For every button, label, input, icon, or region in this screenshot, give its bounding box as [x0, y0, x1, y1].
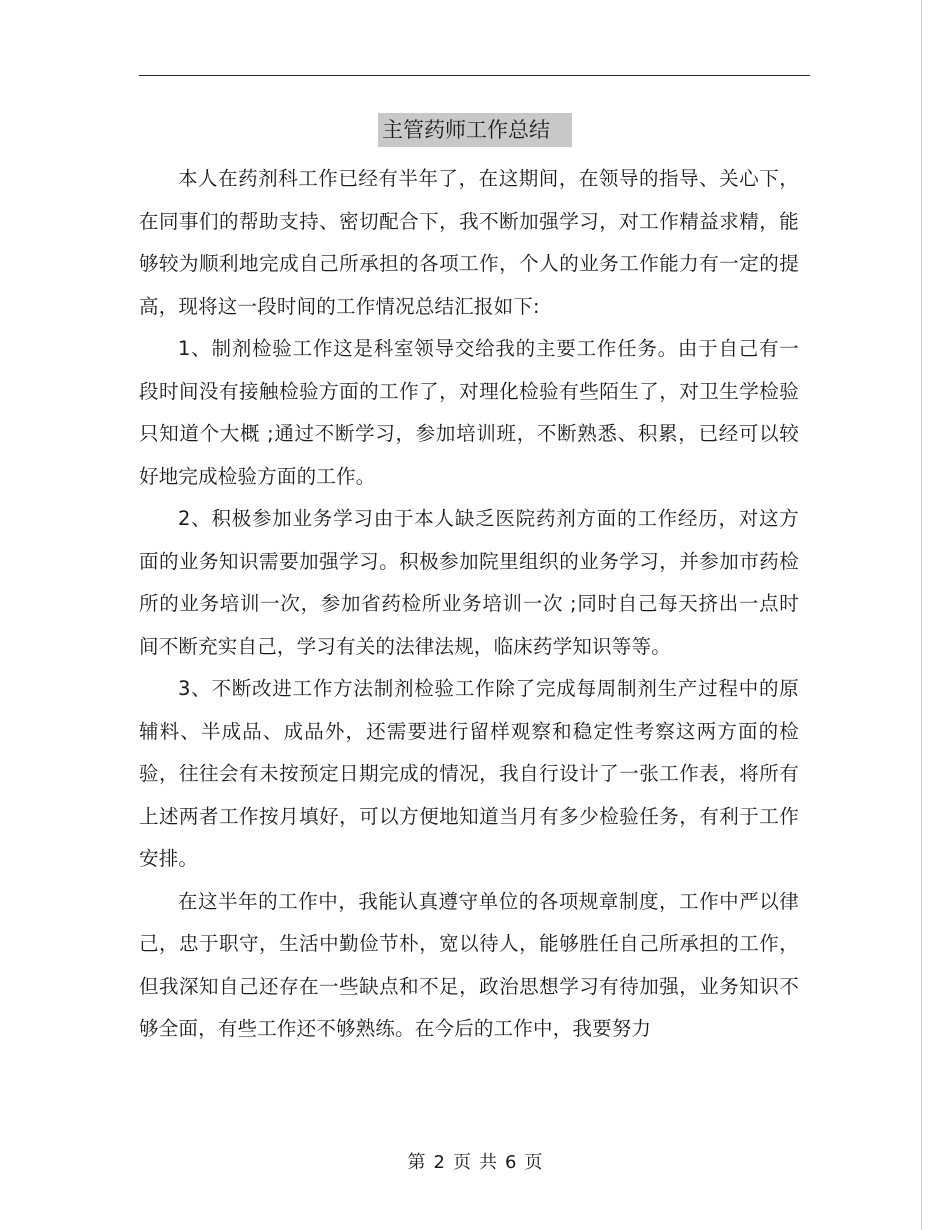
footer-page-word: 页	[453, 1152, 471, 1173]
page-edge-line	[921, 0, 922, 1230]
page-footer	[0, 1150, 950, 1176]
footer-total-suffix: 页	[524, 1152, 543, 1173]
header-rule	[139, 75, 810, 76]
paragraph-summary: 在这半年的工作中，我能认真遵守单位的各项规章制度，工作中严以律己，忠于职守，生活中勤俭节朴，宽以待人，能够胜任自己所承担的工作，但我深知自己还存在一些缺点和不足，政治思想学习有待加强，业务知识不够全面，有些工作还不够熟练。在今后的工作中，我要努力	[139, 889, 799, 1040]
document-title: 主管药师工作总结	[378, 113, 572, 147]
footer-total-pages: 6	[505, 1152, 517, 1173]
paragraph-item-2: 2、积极参加业务学习由于本人缺乏医院药剂方面的工作经历，对这方面的业务知识需要加强学习。积极参加院里组织的业务学习，并参加市药检所的业务培训一次，参加省药检所业务培训一次 ;同时自己每天挤出一点时间不断充实自己，学习有关的法律法规，临床药学知识等等。	[139, 507, 799, 658]
document-body	[139, 158, 799, 1051]
paragraph-item-3: 3、不断改进工作方法制剂检验工作除了完成每周制剂生产过程中的原辅料、半成品、成品外，还需要进行留样观察和稳定性考察这两方面的检验，往往会有未按预定日期完成的情况，我自行设计了一张工作表，将所有上述两者工作按月填好，可以方便地知道当月有多少检验任务，有利于工作安排。	[139, 677, 799, 870]
title-container	[0, 113, 950, 147]
paragraph-item-1: 1、制剂检验工作这是科室领导交给我的主要工作任务。由于自己有一段时间没有接触检验方面的工作了，对理化检验有些陌生了，对卫生学检验只知道个大概 ;通过不断学习，参加培训班，不断熟悉、积累，已经可以较好地完成检验方面的工作。	[139, 337, 799, 488]
paragraph-intro: 本人在药剂科工作已经有半年了，在这期间，在领导的指导、关心下，在同事们的帮助支持、密切配合下，我不断加强学习，对工作精益求精，能够较为顺利地完成自己所承担的各项工作，个人的业务工作能力有一定的提高，现将这一段时间的工作情况总结汇报如下:	[139, 167, 799, 318]
footer-page-prefix: 第	[407, 1152, 426, 1173]
footer-total-prefix: 共	[479, 1152, 497, 1173]
footer-current-page: 2	[433, 1152, 445, 1173]
